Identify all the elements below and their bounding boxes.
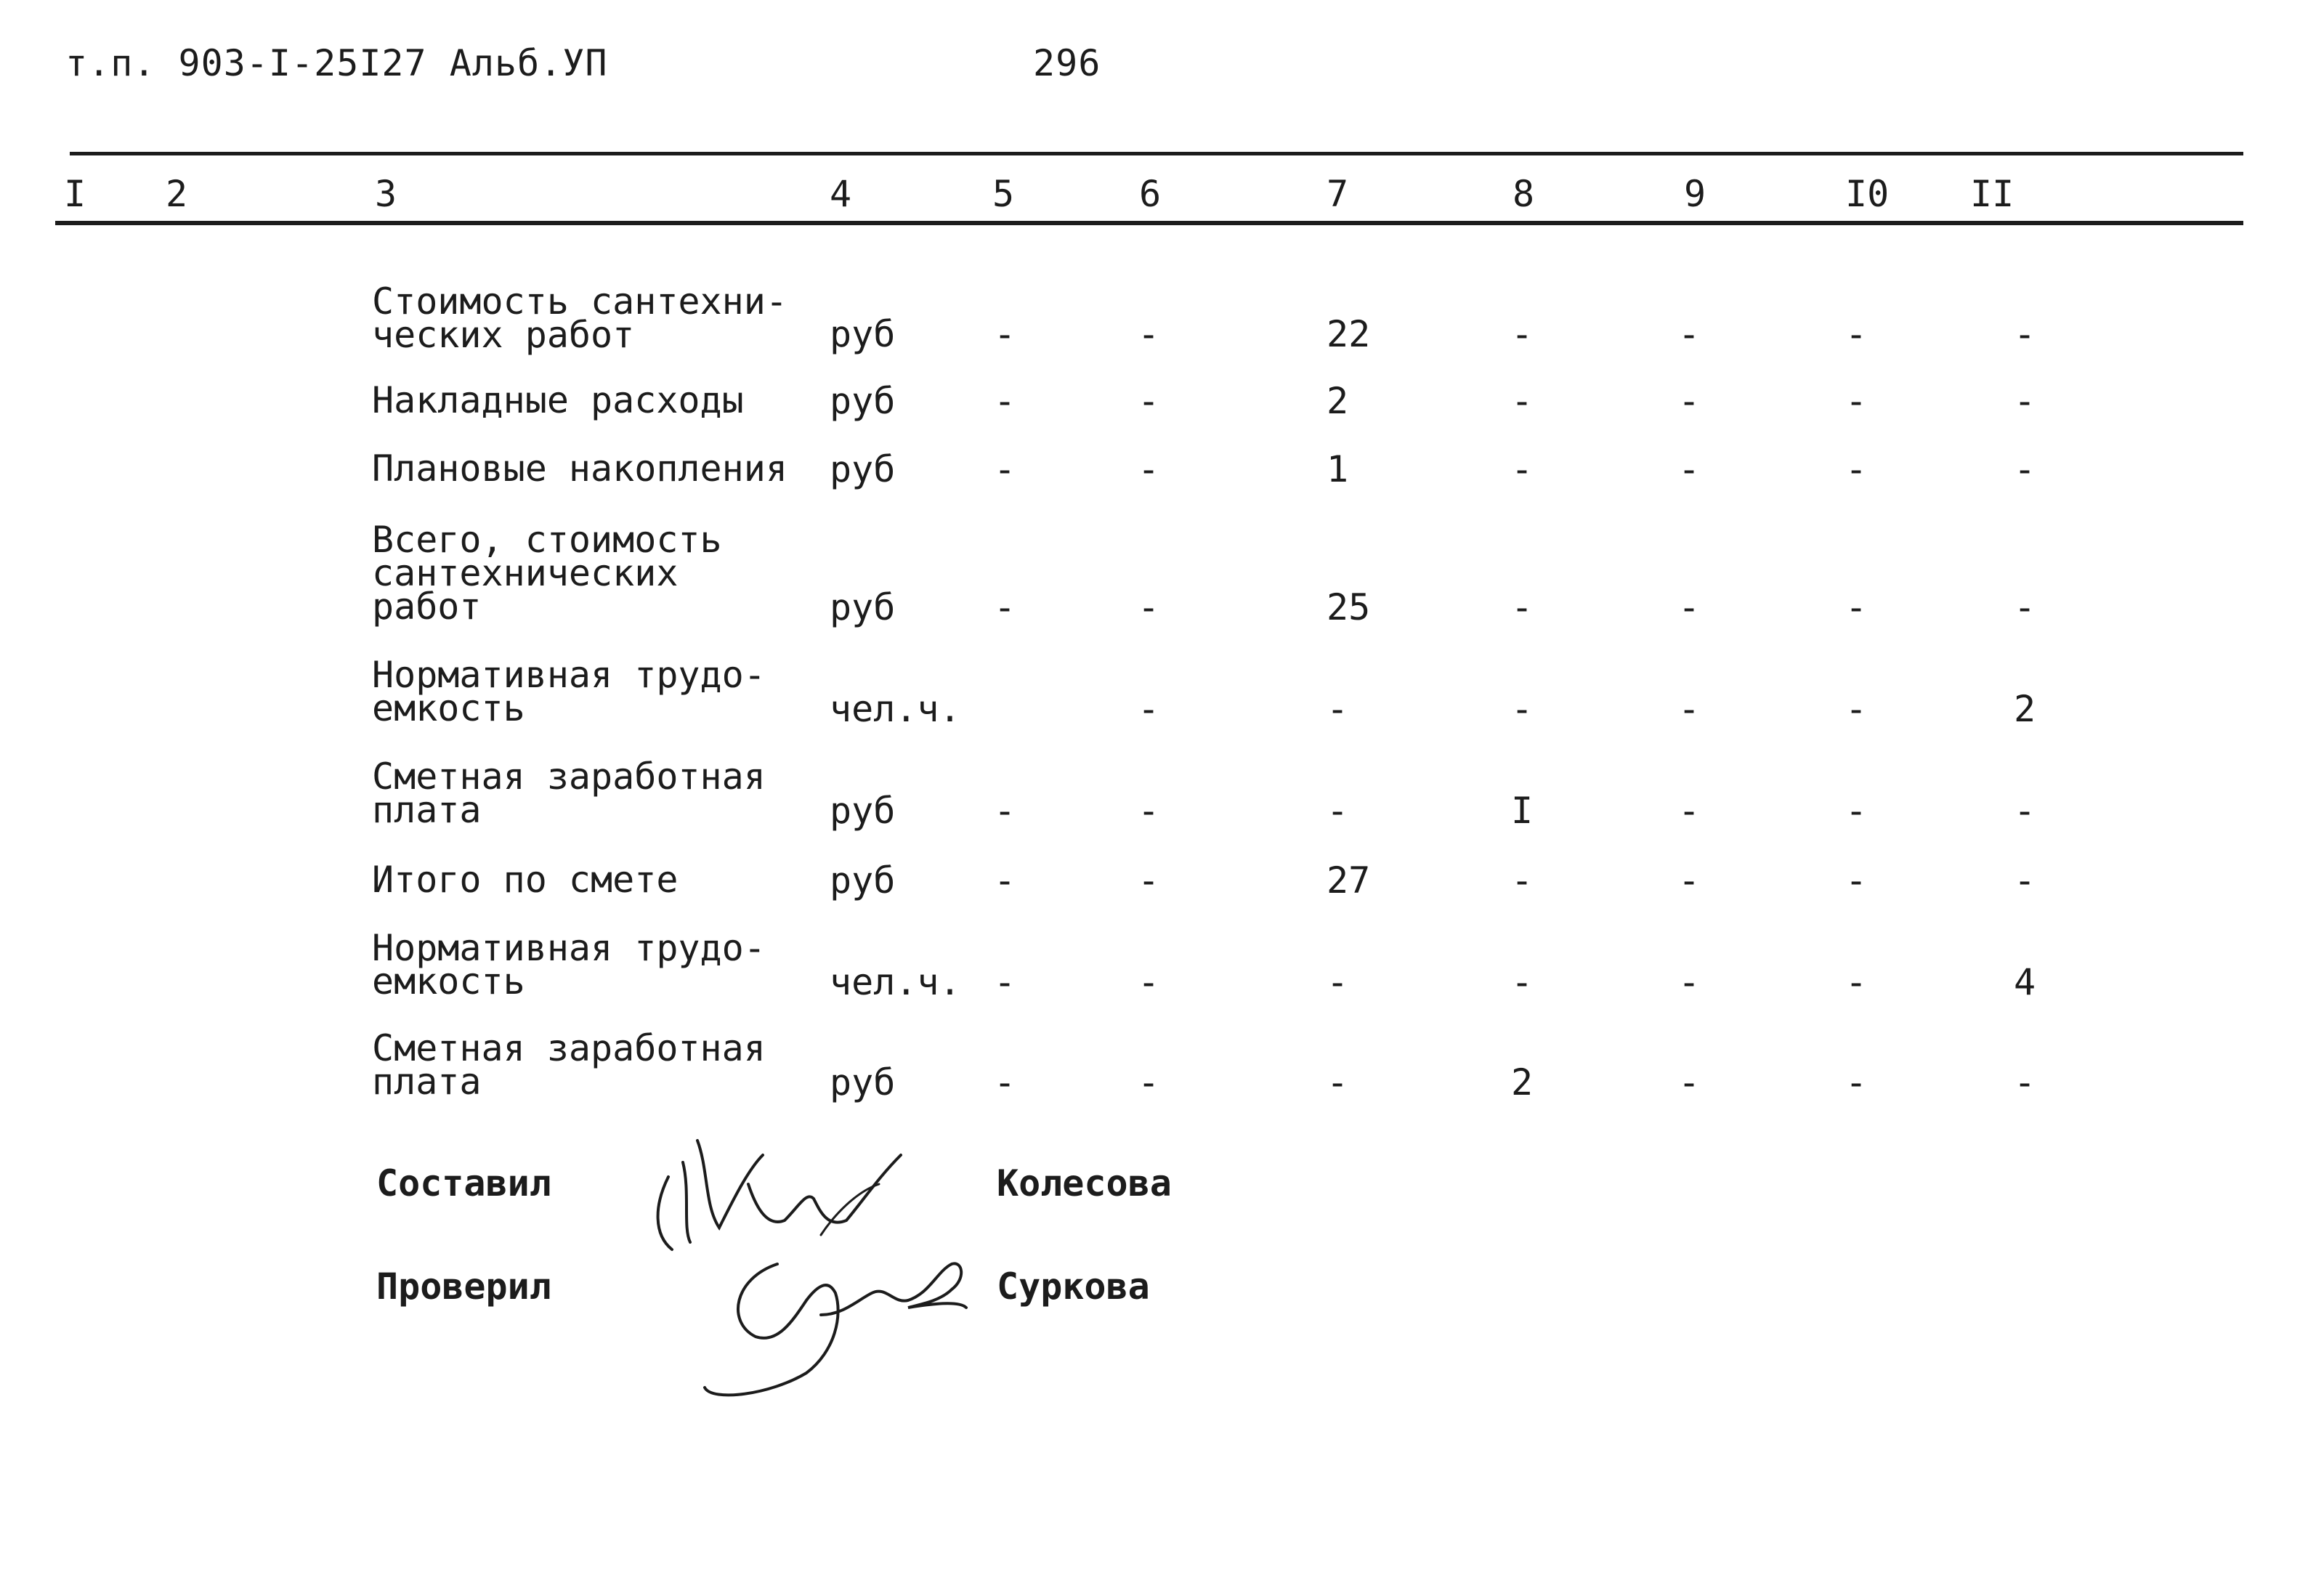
cell-col7: 25: [1327, 586, 1371, 628]
checked-by-label: Проверил: [376, 1265, 551, 1308]
cell-col10: -: [1845, 859, 1868, 902]
column-number-11: II: [1970, 173, 2014, 215]
checked-signature: [690, 1235, 995, 1409]
cell-col8: I: [1511, 790, 1534, 832]
row-unit: руб: [830, 859, 896, 902]
column-number-9: 9: [1684, 173, 1706, 215]
cell-col9: -: [1678, 380, 1701, 422]
cell-col9: -: [1678, 1061, 1701, 1103]
row-unit: руб: [830, 380, 896, 422]
cell-col11: -: [2014, 313, 2036, 355]
cell-col6: -: [1138, 313, 1160, 355]
cell-col8: -: [1511, 961, 1534, 1003]
cell-col8: -: [1511, 448, 1534, 490]
cell-col7: -: [1327, 961, 1349, 1003]
row-unit: руб: [830, 586, 896, 628]
column-number-2: 2: [166, 173, 188, 215]
cell-col10: -: [1845, 380, 1868, 422]
cell-col10: -: [1845, 790, 1868, 832]
cell-col8: -: [1511, 313, 1534, 355]
row-label: Сметная заработная плата: [372, 1027, 766, 1103]
row-label: Нормативная трудо- емкость: [372, 927, 766, 1002]
column-number-5: 5: [992, 173, 1015, 215]
cell-col8: 2: [1511, 1061, 1534, 1103]
cell-col7: -: [1327, 790, 1349, 832]
compiled-by-name: Колесова: [997, 1162, 1172, 1204]
cell-col9: -: [1678, 688, 1701, 730]
compiled-by-label: Составил: [376, 1162, 551, 1204]
row-label: Всего, стоимость сантехнических работ: [372, 519, 722, 628]
cell-col5: -: [994, 380, 1016, 422]
cell-col5: -: [994, 586, 1016, 628]
cell-col11: -: [2014, 1061, 2036, 1103]
cell-col8: -: [1511, 380, 1534, 422]
row-label: Нормативная трудо- емкость: [372, 654, 766, 729]
cell-col8: -: [1511, 688, 1534, 730]
cell-col11: 2: [2014, 688, 2036, 730]
cell-col5: -: [994, 1061, 1016, 1103]
cell-col6: -: [1138, 790, 1160, 832]
cell-col6: -: [1138, 448, 1160, 490]
column-number-4: 4: [830, 173, 852, 215]
column-number-7: 7: [1327, 173, 1349, 215]
cell-col10: -: [1845, 961, 1868, 1003]
cell-col7: 22: [1327, 313, 1371, 355]
cell-col5: -: [994, 961, 1016, 1003]
cell-col10: -: [1845, 448, 1868, 490]
cell-col11: -: [2014, 790, 2036, 832]
checked-by-name: Суркова: [997, 1265, 1150, 1308]
column-number-3: 3: [375, 173, 397, 215]
cell-col6: -: [1138, 380, 1160, 422]
row-unit: руб: [830, 313, 896, 355]
row-unit: руб: [830, 790, 896, 832]
row-label: Накладные расходы: [372, 379, 744, 421]
cell-col10: -: [1845, 688, 1868, 730]
table-header-bottom-rule: [55, 221, 2243, 225]
cell-col8: -: [1511, 859, 1534, 902]
cell-col11: -: [2014, 380, 2036, 422]
row-label: Стоимость сантехни- ческих работ: [372, 280, 787, 356]
document-reference: т.п. 903-I-25I27 Альб.УП: [65, 42, 608, 84]
cell-col9: -: [1678, 586, 1701, 628]
row-unit: чел.ч.: [830, 961, 961, 1003]
cell-col5: -: [994, 859, 1016, 902]
column-number-6: 6: [1139, 173, 1162, 215]
cell-col7: -: [1327, 688, 1349, 730]
cell-col9: -: [1678, 790, 1701, 832]
table-top-rule: [70, 152, 2243, 155]
cell-col9: -: [1678, 448, 1701, 490]
cell-col9: -: [1678, 859, 1701, 902]
cell-col7: -: [1327, 1061, 1349, 1103]
cell-col6: -: [1138, 586, 1160, 628]
row-label: Сметная заработная плата: [372, 756, 766, 831]
cell-col7: 27: [1327, 859, 1371, 902]
cell-col10: -: [1845, 586, 1868, 628]
cell-col7: 1: [1327, 448, 1349, 490]
row-label: Итого по смете: [372, 859, 679, 901]
row-label: Плановые накопления: [372, 447, 787, 490]
row-unit: руб: [830, 1061, 896, 1103]
cell-col11: -: [2014, 859, 2036, 902]
cell-col7: 2: [1327, 380, 1349, 422]
cell-col9: -: [1678, 961, 1701, 1003]
cell-col10: -: [1845, 1061, 1868, 1103]
cell-col9: -: [1678, 313, 1701, 355]
cell-col11: 4: [2014, 961, 2036, 1003]
cell-col8: -: [1511, 586, 1534, 628]
cell-col6: -: [1138, 1061, 1160, 1103]
cell-col5: -: [994, 448, 1016, 490]
page-number: 296: [1033, 42, 1101, 84]
cell-col6: -: [1138, 961, 1160, 1003]
row-unit: руб: [830, 448, 896, 490]
cell-col11: -: [2014, 448, 2036, 490]
row-unit: чел.ч.: [830, 688, 961, 730]
column-number-10: I0: [1845, 173, 1890, 215]
cell-col5: -: [994, 790, 1016, 832]
column-number-1: I: [64, 173, 86, 215]
cell-col11: -: [2014, 586, 2036, 628]
column-number-8: 8: [1513, 173, 1535, 215]
cell-col6: -: [1138, 859, 1160, 902]
cell-col10: -: [1845, 313, 1868, 355]
cell-col5: -: [994, 313, 1016, 355]
cell-col6: -: [1138, 688, 1160, 730]
